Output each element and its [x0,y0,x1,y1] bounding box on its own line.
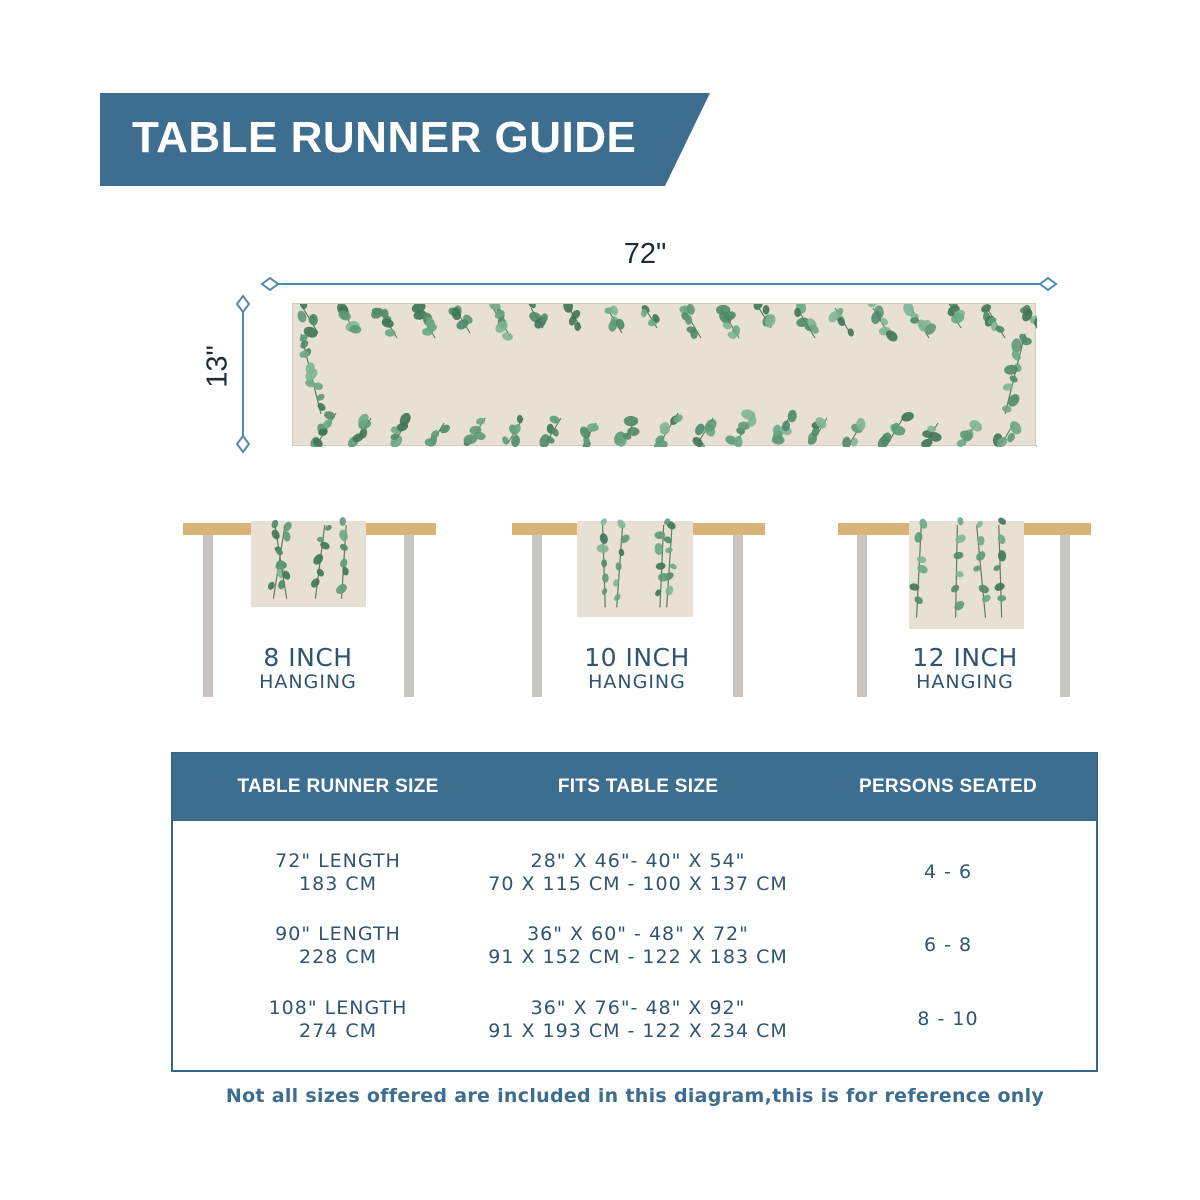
runner-drop-10 [577,521,693,617]
runner-drop-12 [909,521,1024,629]
hanging-8-inch [178,515,438,705]
header-persons: PERSONS SEATED [858,776,1038,797]
fits-size-inches: 36" X 60" - 48" X 72" [527,923,749,945]
width-label: 72" [623,238,667,270]
runner-length-cm: 274 CM [299,1020,377,1042]
runner-length: 72" LENGTH [275,850,401,872]
hanging-10-inch [507,515,767,705]
runner-drop-8 [251,521,366,607]
height-arrow-bottom-head [237,436,249,452]
table-runner-image [292,303,1036,446]
fits-size-cm: 91 X 193 CM - 122 X 234 CM [488,1020,788,1042]
runner-leaf-pattern [293,304,1037,447]
fits-size-inches: 36" X 76"- 48" X 92" [530,997,746,1019]
header-runner-size: TABLE RUNNER SIZE [237,776,439,797]
runner-length-cm: 228 CM [299,946,377,968]
size-table-header [173,754,1096,821]
hanging-size-label: 12 INCH [912,643,1018,672]
header-fits-table: FITS TABLE SIZE [557,776,719,797]
hanging-size-label: 8 INCH [263,643,353,672]
width-arrow-right-head [1040,278,1056,290]
fits-size-cm: 70 X 115 CM - 100 X 137 CM [488,873,788,895]
height-label: 13" [201,345,234,388]
page-title: TABLE RUNNER GUIDE [132,113,637,162]
persons-seated: 6 - 8 [923,934,973,956]
hanging-caption: HANGING [588,671,686,693]
fits-size-cm: 91 X 152 CM - 122 X 183 CM [488,946,788,968]
hanging-size-label: 10 INCH [584,643,690,672]
hanging-12-inch [835,515,1095,705]
height-arrow-top-head [237,296,249,312]
hanging-caption: HANGING [259,671,357,693]
reference-footnote: Not all sizes offered are included in this diagram,this is for reference only [225,1085,1045,1107]
persons-seated: 4 - 6 [923,861,973,883]
width-arrow-left-head [262,278,278,290]
runner-length: 108" LENGTH [268,997,408,1019]
hanging-caption: HANGING [916,671,1014,693]
size-table [171,752,1098,1072]
persons-seated: 8 - 10 [917,1008,979,1030]
runner-length: 90" LENGTH [275,923,401,945]
fits-size-inches: 28" X 46"- 40" X 54" [530,850,746,872]
runner-length-cm: 183 CM [299,873,377,895]
